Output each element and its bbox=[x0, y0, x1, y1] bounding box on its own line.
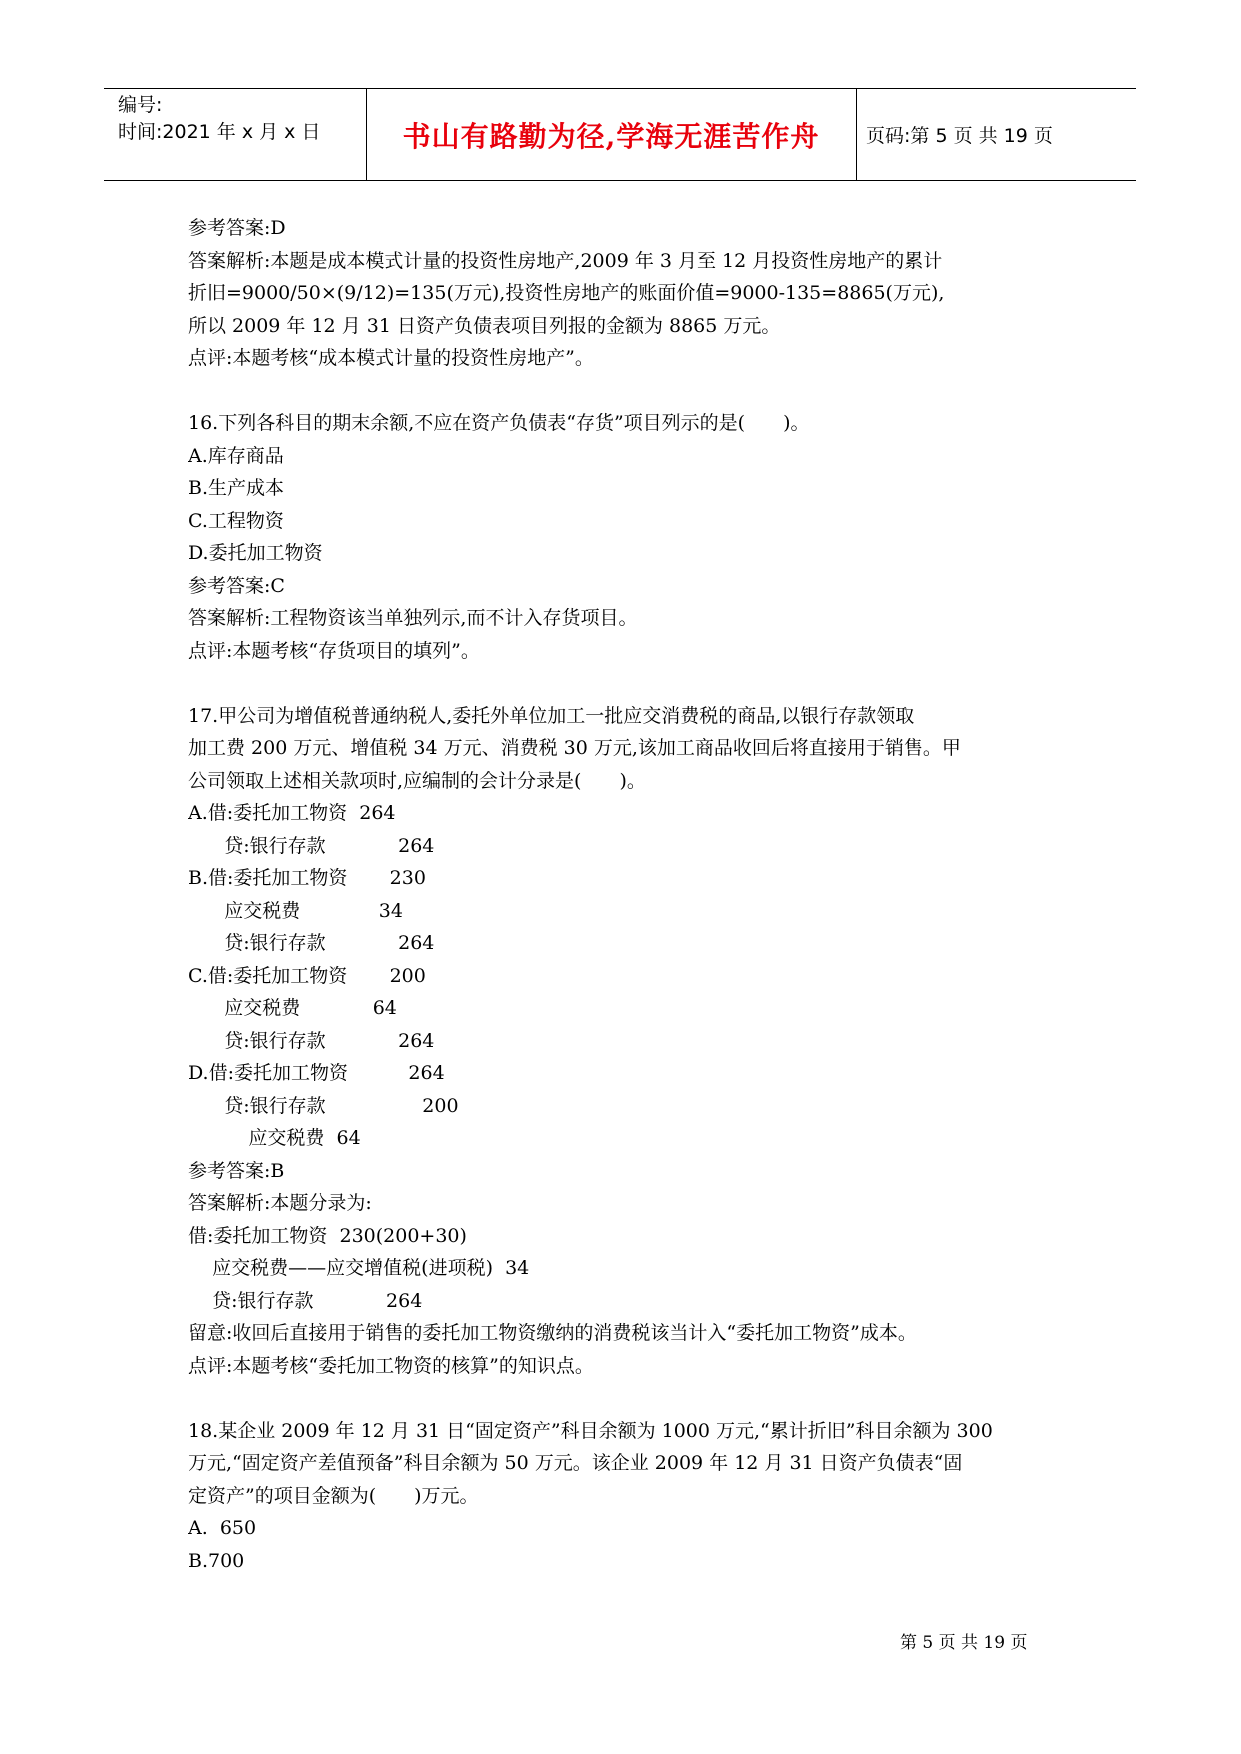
blank-line bbox=[188, 1382, 1058, 1415]
text-line: 贷:银行存款 264 bbox=[188, 1289, 423, 1312]
blank-line bbox=[188, 667, 1058, 700]
text-line: 参考答案:C bbox=[188, 574, 285, 597]
text-line: 点评:本题考核“存货项目的填列”。 bbox=[188, 639, 480, 662]
text-line: 折旧=9000/50×(9/12)=135(万元),投资性房地产的账面价值=9000-135=8865(万元), bbox=[188, 282, 945, 304]
number-label: 编号: bbox=[118, 94, 163, 116]
text-line: A.库存商品 bbox=[188, 444, 284, 467]
blank-line bbox=[188, 375, 1058, 408]
text-line: C.借:委托加工物资 200 bbox=[188, 964, 426, 987]
text-line: 16.下列各科目的期末余额,不应在资产负债表“存货”项目列示的是( )。 bbox=[188, 412, 810, 434]
page-header bbox=[104, 88, 1136, 181]
text-line: 17.甲公司为增值税普通纳税人,委托外单位加工一批应交消费税的商品,以银行存款领取 bbox=[188, 704, 915, 727]
header-meta bbox=[118, 92, 320, 146]
text-line: C.工程物资 bbox=[188, 509, 284, 532]
header-divider bbox=[856, 88, 857, 181]
text-line: D.借:委托加工物资 264 bbox=[188, 1062, 445, 1084]
text-line: 贷:银行存款 200 bbox=[188, 1094, 459, 1117]
text-line: 公司领取上述相关款项时,应编制的会计分录是( )。 bbox=[188, 769, 646, 792]
text-line: 贷:银行存款 264 bbox=[188, 1029, 435, 1052]
page-footer: 第 5 页 共 19 页 bbox=[900, 1633, 1028, 1653]
page-info: 页码:第 5 页 共 19 页 bbox=[866, 125, 1053, 147]
text-line: 留意:收回后直接用于销售的委托加工物资缴纳的消费税该当计入“委托加工物资”成本。 bbox=[188, 1322, 917, 1344]
text-line: 贷:银行存款 264 bbox=[188, 932, 435, 954]
text-line: B.700 bbox=[188, 1549, 245, 1572]
text-line: 点评:本题考核“成本模式计量的投资性房地产”。 bbox=[188, 347, 594, 369]
time-label: 时间:2021 年 x 月 x 日 bbox=[118, 121, 321, 143]
motto: 书山有路勤为径,学海无涯苦作舟 bbox=[402, 119, 820, 153]
text-line: 答案解析:工程物资该当单独列示,而不计入存货项目。 bbox=[188, 607, 638, 629]
text-line: 答案解析:本题分录为: bbox=[188, 1192, 372, 1214]
text-line: 应交税费 34 bbox=[188, 899, 403, 922]
text-line: 贷:银行存款 264 bbox=[188, 834, 435, 857]
text-line: D.委托加工物资 bbox=[188, 542, 323, 564]
text-line: 定资产”的项目金额为( )万元。 bbox=[188, 1484, 479, 1507]
text-line: B.生产成本 bbox=[188, 477, 285, 499]
text-line: 参考答案:D bbox=[188, 217, 286, 239]
text-line: 万元,“固定资产差值预备”科目余额为 50 万元。该企业 2009 年 12 月 31 日资产负债表“固 bbox=[188, 1452, 963, 1474]
text-line: B.借:委托加工物资 230 bbox=[188, 867, 426, 889]
text-line: 应交税费 64 bbox=[188, 1127, 361, 1149]
text-line: 应交税费——应交增值税(进项税) 34 bbox=[188, 1257, 530, 1279]
text-line: 点评:本题考核“委托加工物资的核算”的知识点。 bbox=[188, 1354, 594, 1377]
text-line: 所以 2009 年 12 月 31 日资产负债表项目列报的金额为 8865 万元。 bbox=[188, 314, 781, 337]
text-line: A. 650 bbox=[188, 1517, 257, 1539]
text-line: 应交税费 64 bbox=[188, 997, 397, 1019]
text-line: 答案解析:本题是成本模式计量的投资性房地产,2009 年 3 月至 12 月投资性房地产的累计 bbox=[188, 249, 943, 272]
text-line: 参考答案:B bbox=[188, 1159, 285, 1182]
text-line: 借:委托加工物资 230(200+30) bbox=[188, 1224, 467, 1247]
text-line: A.借:委托加工物资 264 bbox=[188, 802, 396, 824]
text-line: 18.某企业 2009 年 12 月 31 日“固定资产”科目余额为 1000 万元,“累计折旧”科目余额为 300 bbox=[188, 1419, 993, 1442]
document-body bbox=[188, 212, 1058, 1577]
text-line: 加工费 200 万元、增值税 34 万元、消费税 30 万元,该加工商品收回后将直接用于销售。甲 bbox=[188, 737, 961, 759]
